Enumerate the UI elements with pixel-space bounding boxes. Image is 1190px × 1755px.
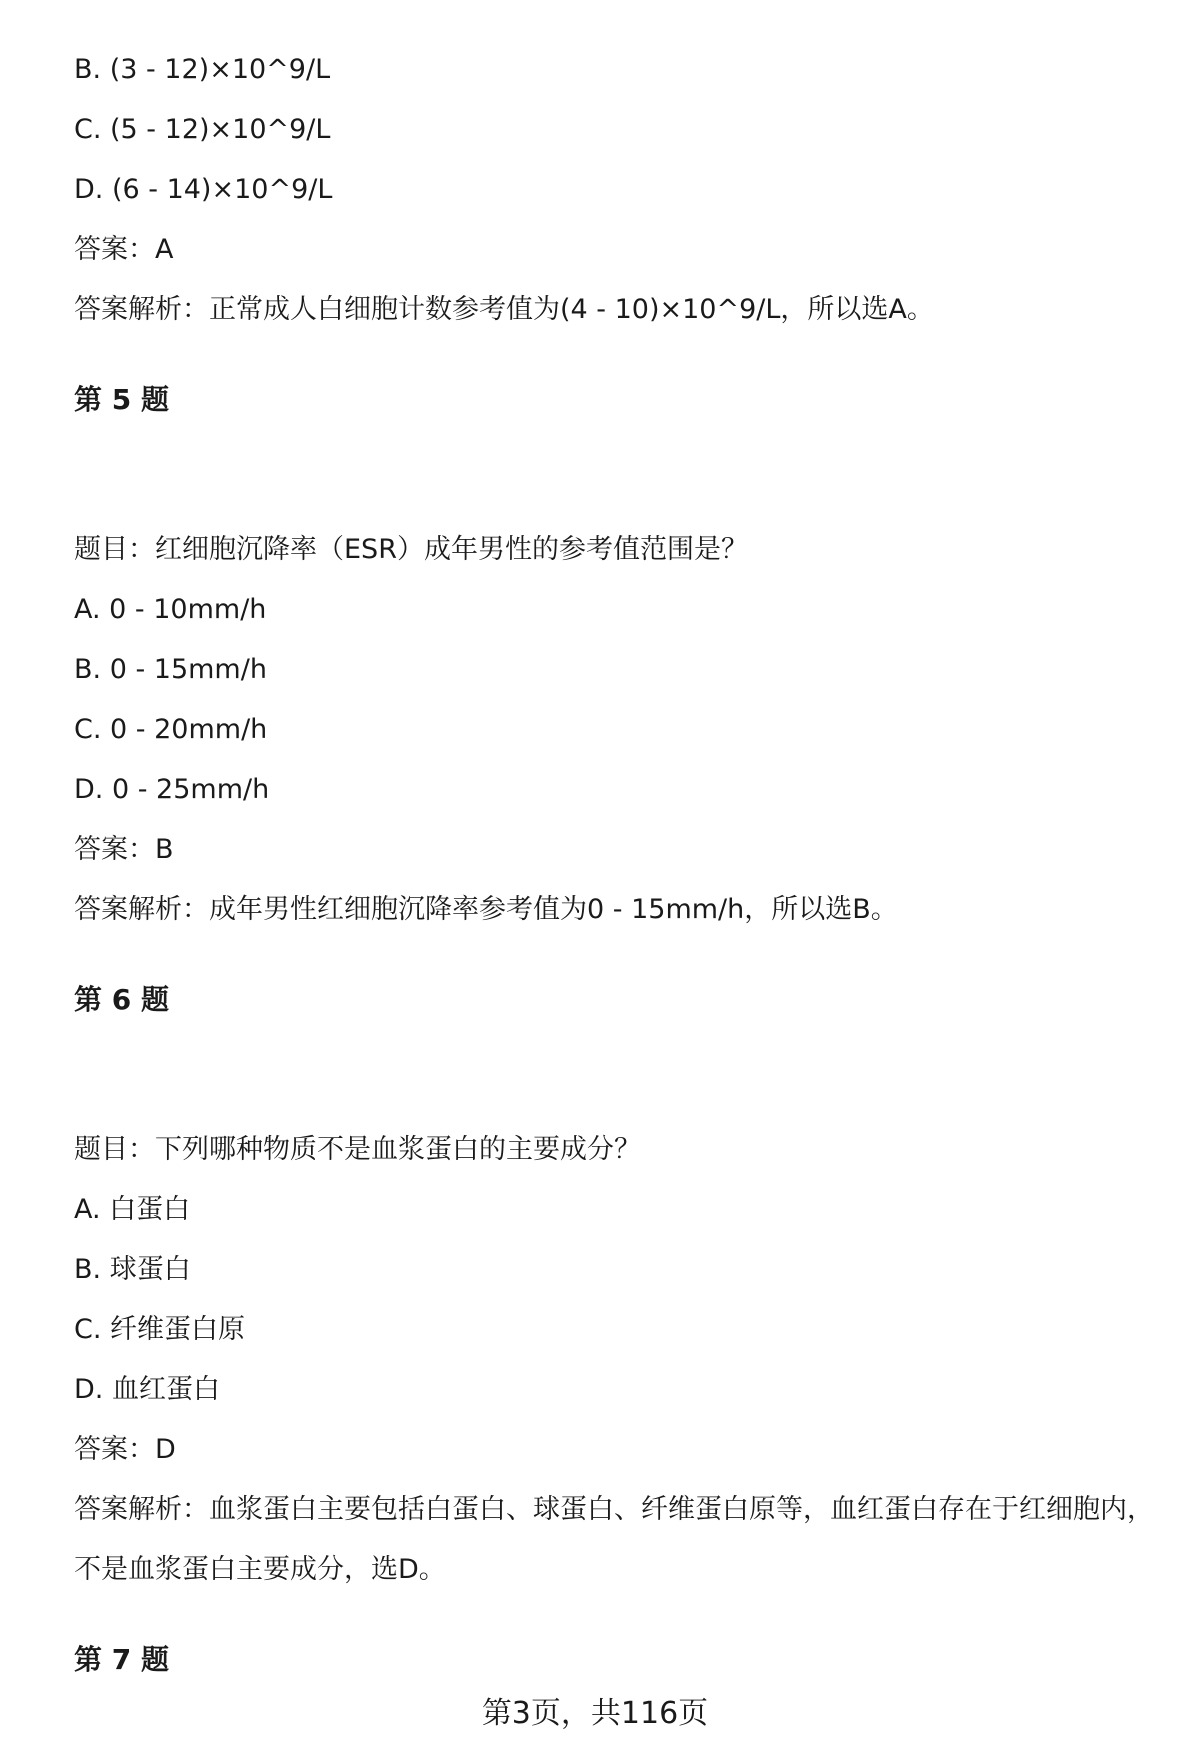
answer: 答案：D: [74, 1434, 176, 1465]
document-page: [74, 40, 1164, 1690]
question-text: 题目：红细胞沉降率（ESR）成年男性的参考值范围是？: [74, 534, 748, 565]
spacer: [74, 1030, 1164, 1120]
option-b: B. (3 - 12)×10^9/L: [74, 54, 331, 85]
question-6-block: [74, 970, 1164, 1600]
answer-explanation: 答案解析：成年男性红细胞沉降率参考值为0 - 15mm/h，所以选B。: [74, 894, 898, 925]
answer: 答案：B: [74, 834, 174, 865]
option-b: B. 球蛋白: [74, 1254, 191, 1285]
question-heading: 第 7 题: [74, 1643, 169, 1676]
option-d: D. 0 - 25mm/h: [74, 774, 270, 805]
question-7-block: [74, 1630, 1164, 1690]
question-text: 题目：下列哪种物质不是血浆蛋白的主要成分？: [74, 1134, 641, 1165]
answer-explanation: 答案解析：正常成人白细胞计数参考值为(4 - 10)×10^9/L，所以选A。: [74, 294, 934, 325]
prev-question-block: [74, 40, 1164, 340]
answer: 答案：A: [74, 234, 174, 265]
option-c: C. (5 - 12)×10^9/L: [74, 114, 331, 145]
question-heading: 第 5 题: [74, 383, 169, 416]
option-a: A. 白蛋白: [74, 1194, 191, 1225]
question-5-block: [74, 370, 1164, 940]
spacer: [74, 430, 1164, 520]
option-b: B. 0 - 15mm/h: [74, 654, 267, 685]
option-c: C. 0 - 20mm/h: [74, 714, 268, 745]
answer-explanation: 答案解析：血浆蛋白主要包括白蛋白、球蛋白、纤维蛋白原等，血红蛋白存在于红细胞内，不是血浆蛋白主要成分，选D。: [74, 1494, 1154, 1585]
option-c: C. 纤维蛋白原: [74, 1314, 246, 1345]
question-heading: 第 6 题: [74, 983, 169, 1016]
page-number: 第3页，共116页: [481, 1696, 709, 1731]
option-a: A. 0 - 10mm/h: [74, 594, 267, 625]
option-d: D. (6 - 14)×10^9/L: [74, 174, 333, 205]
option-d: D. 血红蛋白: [74, 1374, 220, 1405]
